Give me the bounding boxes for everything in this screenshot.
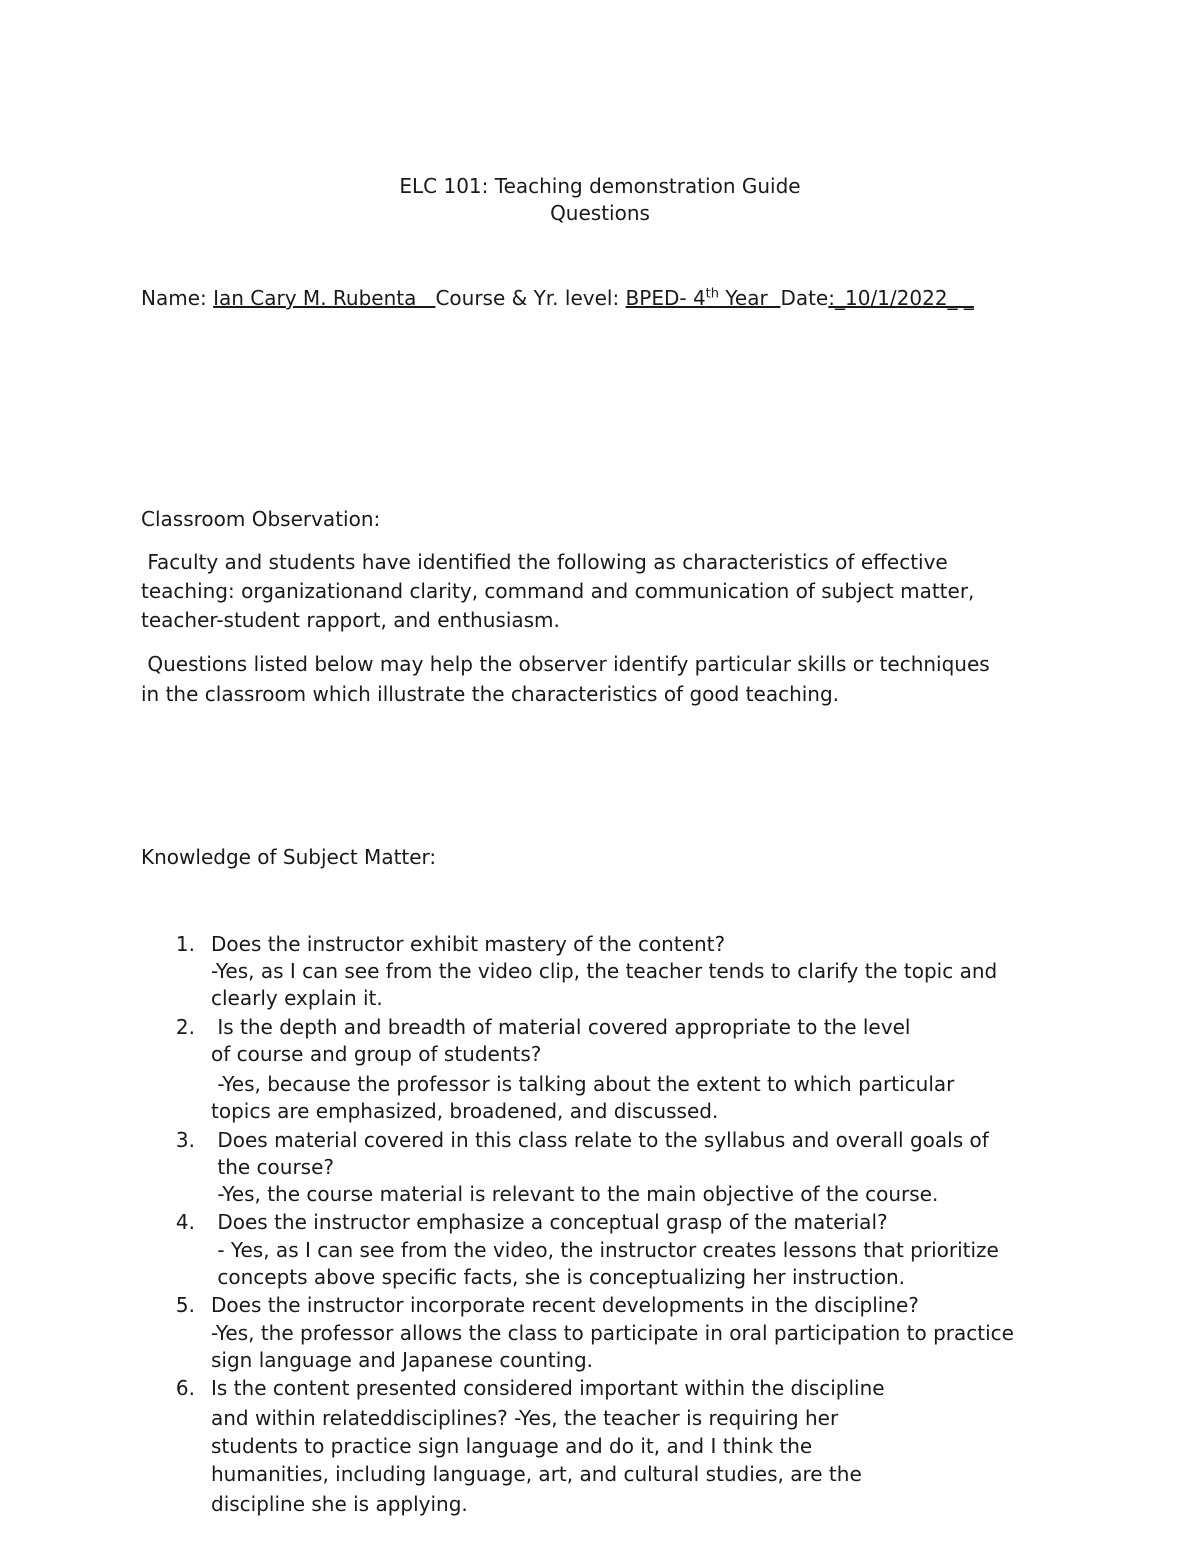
question-number: 2. xyxy=(175,1015,195,1039)
answer-text: -Yes, the professor allows the class to participate in oral participation to practice xyxy=(211,1321,1014,1345)
answer-text: sign language and Japanese counting. xyxy=(211,1348,594,1372)
answer-text: clearly explain it. xyxy=(211,986,383,1010)
observation-para1-line: teaching: organizationand clarity, command and communication of subject matter, xyxy=(141,579,975,603)
answer-text: of course and group of students? xyxy=(211,1042,542,1066)
answer-text: -Yes, because the professor is talking about the extent to which particular xyxy=(211,1072,955,1096)
date-value: :_10/1/2022_ _ xyxy=(828,286,974,310)
answer-text: discipline she is applying. xyxy=(211,1492,468,1516)
observation-para2-line: in the classroom which illustrate the characteristics of good teaching. xyxy=(141,682,840,706)
student-info-line xyxy=(141,284,974,312)
question-number: 5. xyxy=(175,1293,195,1317)
question-number: 4. xyxy=(175,1210,195,1234)
answer-text: concepts above specific facts, she is conceptualizing her instruction. xyxy=(211,1265,906,1289)
observation-para2-line: Questions listed below may help the observer identify particular skills or techniques xyxy=(141,652,990,676)
question-text: Does material covered in this class relate to the syllabus and overall goals of xyxy=(211,1128,989,1152)
answer-text: topics are emphasized, broadened, and discussed. xyxy=(211,1099,719,1123)
question-number: 6. xyxy=(175,1376,195,1400)
observation-heading: Classroom Observation: xyxy=(141,507,381,531)
question-text: Is the content presented considered important within the discipline xyxy=(211,1376,885,1400)
observation-para1-line: Faculty and students have identified the following as characteristics of effective xyxy=(141,550,948,574)
question-text: Does the instructor incorporate recent developments in the discipline? xyxy=(211,1293,919,1317)
name-label: Name: xyxy=(141,286,214,310)
document-title: ELC 101: Teaching demonstration Guide xyxy=(399,174,801,198)
question-text: Is the depth and breadth of material covered appropriate to the level xyxy=(211,1015,911,1039)
observation-para1-line: teacher-student rapport, and enthusiasm. xyxy=(141,608,560,632)
name-value: Ian Cary M. Rubenta xyxy=(213,286,436,310)
question-text: Does the instructor exhibit mastery of the content? xyxy=(211,932,726,956)
answer-text: -Yes, the course material is relevant to the main objective of the course. xyxy=(211,1182,939,1206)
answer-text: the course? xyxy=(211,1155,335,1179)
answer-text: -Yes, as I can see from the video clip, the teacher tends to clarify the topic and xyxy=(211,959,998,983)
date-label: Date xyxy=(780,286,829,310)
answer-text: students to practice sign language and do it, and I think the xyxy=(211,1434,813,1458)
question-number: 1. xyxy=(175,932,195,956)
answer-text: and within relateddisciplines? -Yes, the teacher is requiring her xyxy=(211,1406,839,1430)
document-subtitle: Questions xyxy=(550,201,650,225)
answer-text: - Yes, as I can see from the video, the instructor creates lessons that prioritize xyxy=(211,1238,999,1262)
answer-text: humanities, including language, art, and cultural studies, are the xyxy=(211,1462,862,1486)
question-text: Does the instructor emphasize a conceptual grasp of the material? xyxy=(211,1210,888,1234)
question-number: 3. xyxy=(175,1128,195,1152)
course-value: BPED- 4th Year xyxy=(625,286,781,310)
course-label: Course & Yr. level: xyxy=(435,286,626,310)
knowledge-heading: Knowledge of Subject Matter: xyxy=(141,845,437,869)
